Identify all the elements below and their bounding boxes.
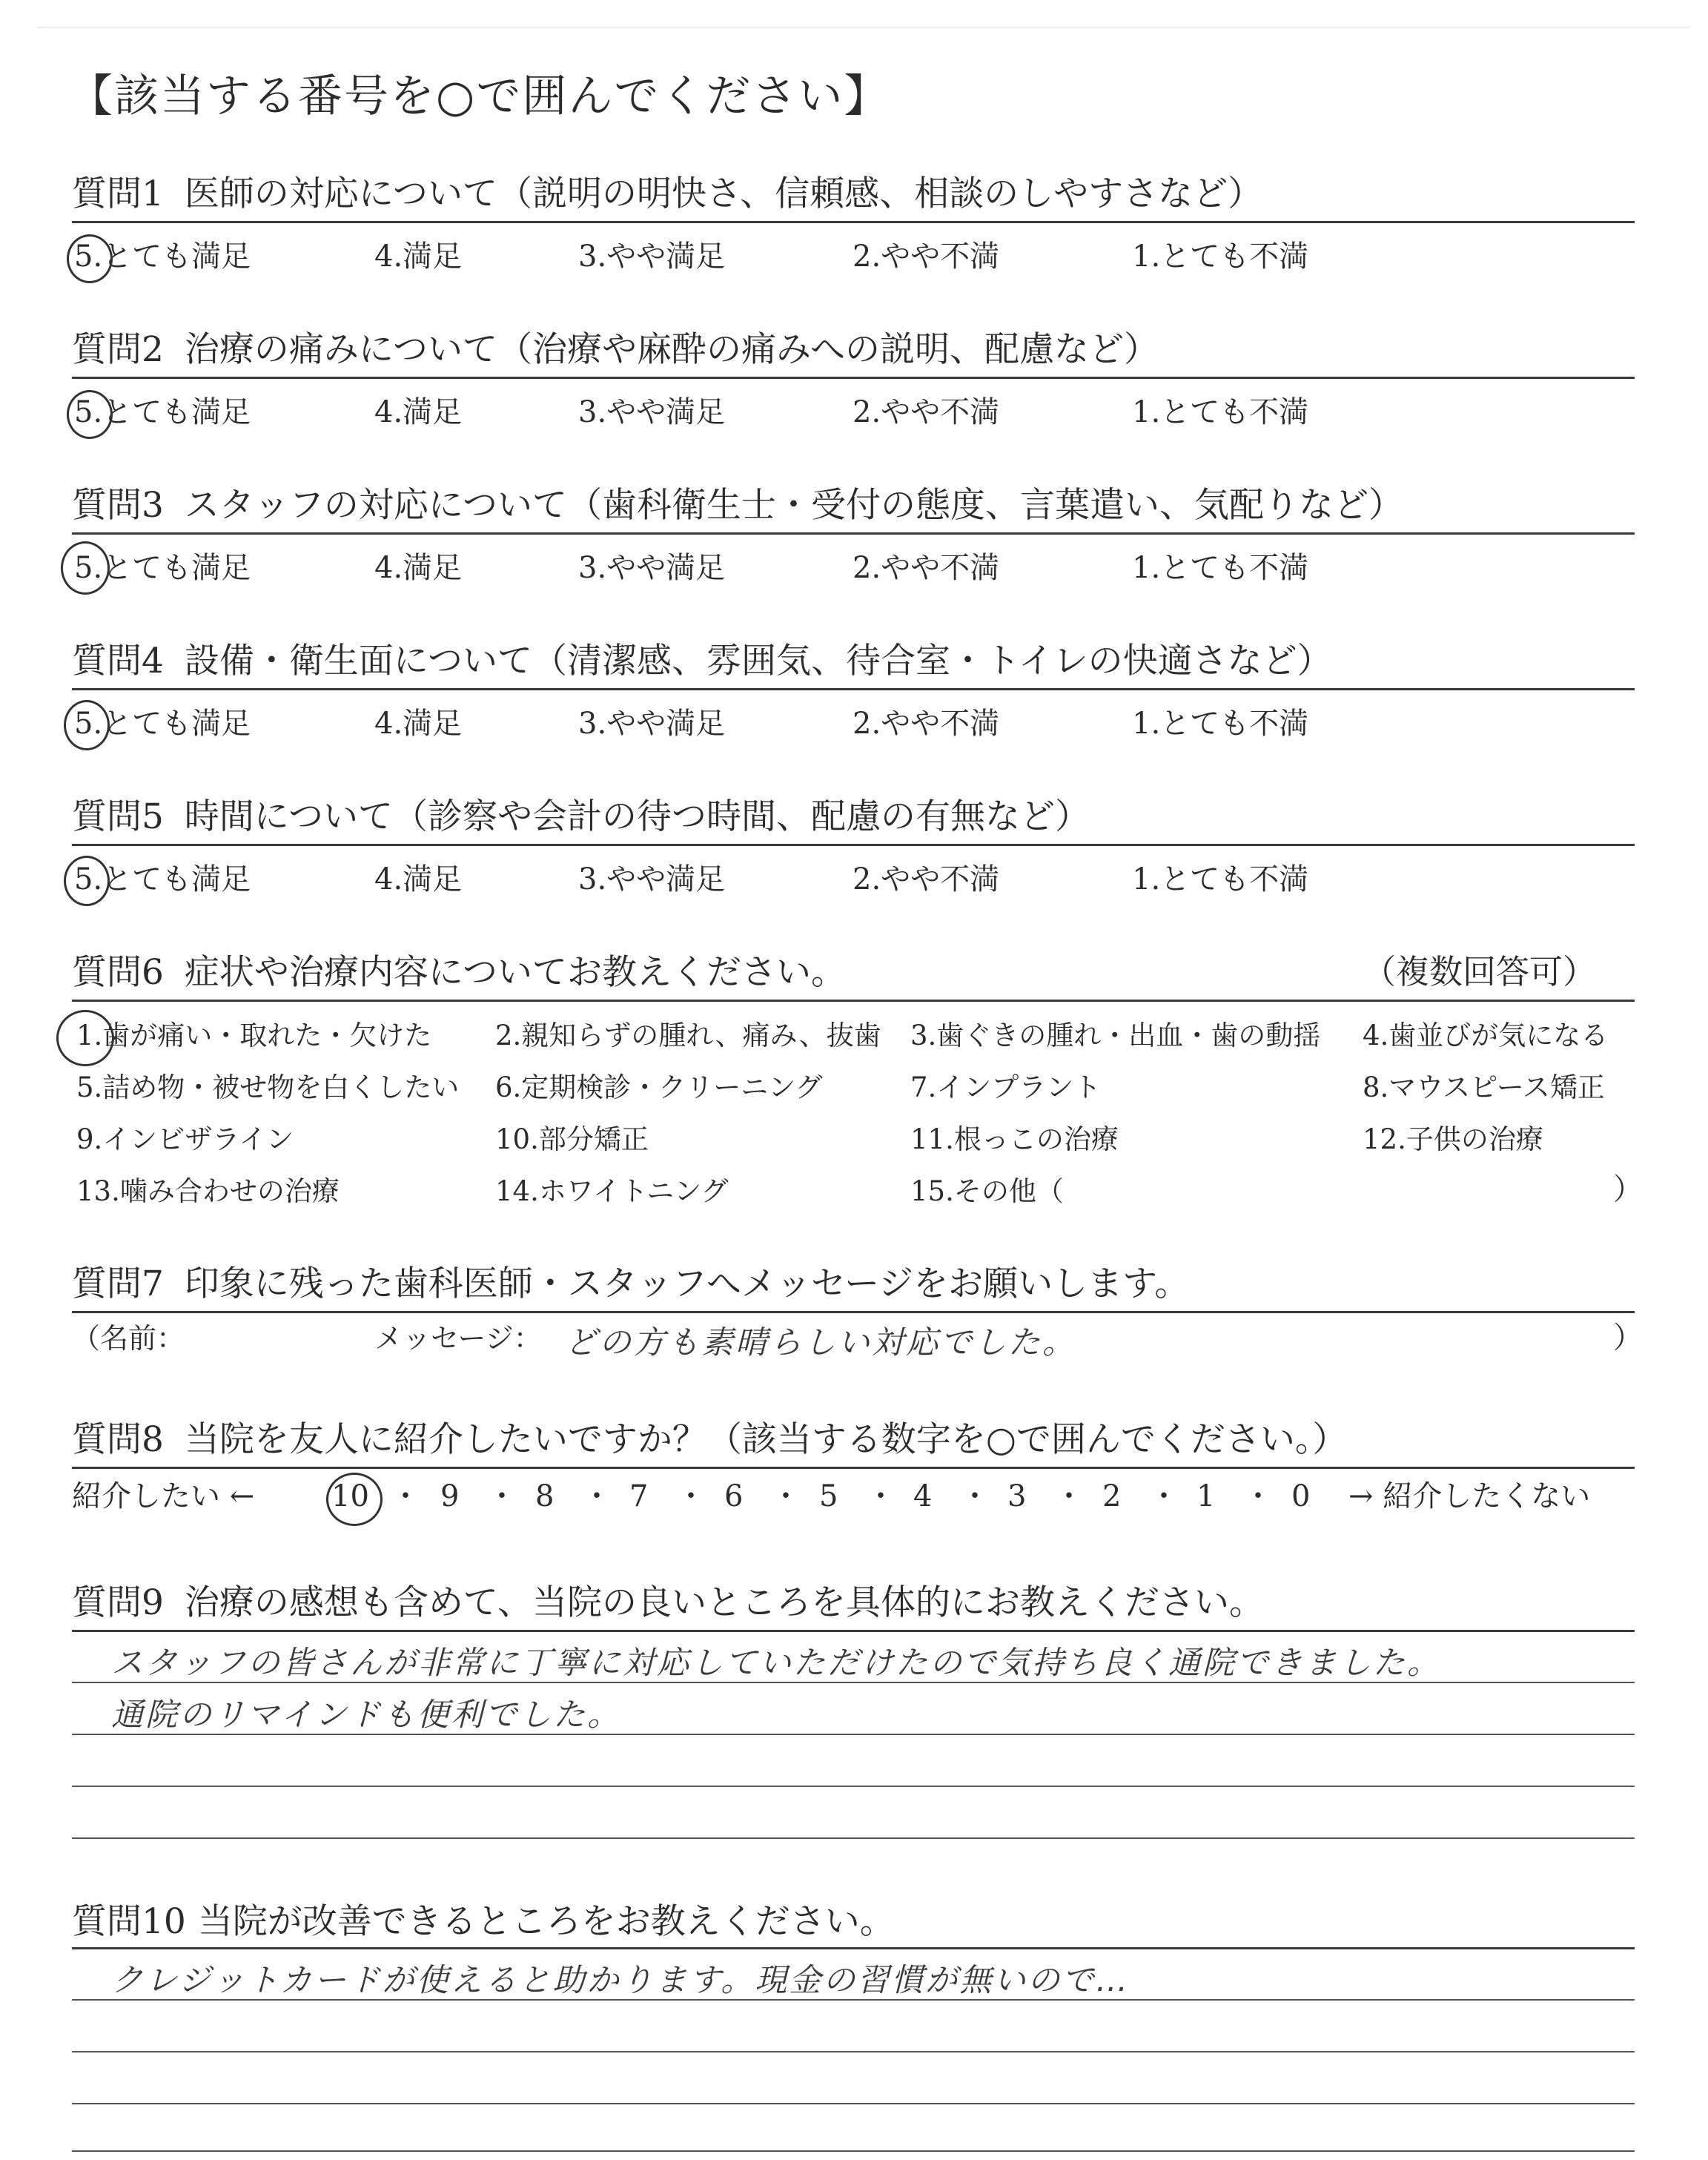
question-8-heading [72,1419,1348,1460]
q2-option-4[interactable]: 4.満足 [374,395,463,429]
question-7-rule [72,1311,1635,1313]
scale-dot: ・ [1243,1479,1273,1513]
question-8-text: 当院を友人に紹介したいですか？（該当する数字を○で囲んでください。） [184,1419,1348,1460]
q1-option-4[interactable]: 4.満足 [374,240,463,274]
symptom-7[interactable]: 7.インプラント [910,1071,1102,1103]
symptom-4[interactable]: 4.歯並びが気になる [1363,1020,1609,1051]
scale-3[interactable]: 3 [1007,1479,1027,1513]
question-7-heading [72,1264,1190,1304]
question-2-text: 治療の痛みについて（治療や麻酔の痛みへの説明、配慮など） [184,329,1159,370]
answer-line [72,2103,1635,2104]
question-5-heading [72,796,1090,837]
q5-selection-circle [64,856,110,906]
question-1-text: 医師の対応について（説明の明快さ、信頼感、相談のしやすさなど） [184,174,1263,214]
symptom-1[interactable]: 1.歯が痛い・取れた・欠けた [76,1020,432,1051]
question-3-number: 質問3 [72,485,164,526]
q5-option-2[interactable]: 2.やや不満 [853,862,1000,896]
message-close-paren: ） [1613,1321,1643,1355]
scale-9[interactable]: 9 [440,1479,460,1513]
q5-option-4[interactable]: 4.満足 [374,862,463,896]
scale-dot: ・ [960,1479,990,1513]
q4-option-1[interactable]: 1.とても不満 [1132,707,1309,741]
q1-option-5[interactable]: 5.とても満足 [74,240,251,274]
q10-answer-line-1: クレジットカードが使えると助かります。現金の習慣が無いので… [111,1962,1131,1999]
answer-line [72,2051,1635,2052]
q2-option-5[interactable]: 5.とても満足 [74,395,251,429]
q9-answer-line-2: 通院のリマインドも便利でした。 [111,1697,622,1734]
question-4-rule [72,688,1635,690]
question-5-text: 時間について（診察や会計の待つ時間、配慮の有無など） [184,796,1090,837]
q3-option-2[interactable]: 2.やや不満 [853,551,1000,585]
q3-option-4[interactable]: 4.満足 [374,551,463,585]
question-10-rule [72,1947,1635,1949]
q8-selection-circle [326,1473,383,1526]
q5-option-3[interactable]: 3.やや満足 [578,862,726,896]
question-6-text: 症状や治療内容についてお教えください。 [184,952,846,993]
scale-dot: ・ [487,1479,517,1513]
scale-dot: ・ [771,1479,801,1513]
question-9-number: 質問9 [72,1582,164,1623]
scale-2[interactable]: 2 [1102,1479,1122,1513]
answer-line [72,2150,1635,2152]
scale-6[interactable]: 6 [724,1479,744,1513]
scale-dot: ・ [391,1479,420,1513]
answer-line [72,1734,1635,1735]
q5-option-5[interactable]: 5.とても満足 [74,862,251,896]
form-title: 【該当する番号を○で囲んでください】 [68,70,890,122]
question-4-number: 質問4 [72,641,164,681]
question-5-number: 質問5 [72,796,164,837]
question-3-text: スタッフの対応について（歯科衛生士・受付の態度、言葉遣い、気配りなど） [184,485,1403,526]
answer-line [72,1786,1635,1787]
answer-line [72,1999,1635,2001]
answer-line [72,1682,1635,1683]
other-close-paren: ） [1613,1172,1643,1206]
question-9-rule [72,1630,1635,1632]
q9-answer-line-1: スタッフの皆さんが非常に丁寧に対応していただけたので気持ち良く通院できました。 [111,1645,1441,1682]
q2-option-1[interactable]: 1.とても不満 [1132,395,1309,429]
q1-option-2[interactable]: 2.やや不満 [853,240,1000,274]
question-7-text: 印象に残った歯科医師・スタッフへメッセージをお願いします。 [184,1264,1190,1304]
scale-dot: ・ [1054,1479,1084,1513]
question-9-text: 治療の感想も含めて、当院の良いところを具体的にお教えください。 [184,1582,1264,1623]
q2-option-2[interactable]: 2.やや不満 [853,395,1000,429]
scale-dot: ・ [676,1479,706,1513]
symptom-14[interactable]: 14.ホワイトニング [495,1175,729,1207]
question-4-heading [72,641,1332,681]
q4-option-5[interactable]: 5.とても満足 [74,707,251,741]
q3-option-3[interactable]: 3.やや満足 [578,551,726,585]
question-2-rule [72,377,1635,379]
question-7-number: 質問7 [72,1264,164,1304]
symptom-15-other[interactable]: 15.その他（ [910,1175,1064,1207]
q4-option-3[interactable]: 3.やや満足 [578,707,726,741]
q4-selection-circle [64,700,110,750]
symptom-10[interactable]: 10.部分矯正 [495,1123,649,1155]
question-6-rule [72,1000,1635,1002]
symptom-5[interactable]: 5.詰め物・被せ物を白くしたい [76,1071,460,1103]
q4-option-4[interactable]: 4.満足 [374,707,463,741]
symptom-2[interactable]: 2.親知らずの腫れ、痛み、抜歯 [495,1020,881,1051]
question-1-heading [72,174,1263,214]
scale-10[interactable]: 10 [331,1479,369,1513]
q3-option-5[interactable]: 5.とても満足 [74,551,251,585]
question-1-rule [72,221,1635,223]
question-9-heading [72,1582,1264,1623]
answer-line [72,1837,1635,1839]
question-3-heading [72,485,1403,526]
scale-8[interactable]: 8 [535,1479,555,1513]
symptom-8[interactable]: 8.マウスピース矯正 [1363,1071,1605,1103]
question-1-number: 質問1 [72,174,164,214]
scale-dot: ・ [1149,1479,1179,1513]
question-6-heading [72,952,846,993]
scale-4[interactable]: 4 [913,1479,933,1513]
q5-option-1[interactable]: 1.とても不満 [1132,862,1309,896]
scale-dot: ・ [582,1479,612,1513]
question-6-number: 質問6 [72,952,164,993]
question-10-number: 質問10 [72,1901,186,1942]
scale-1[interactable]: 1 [1196,1479,1216,1513]
symptom-11[interactable]: 11.根っこの治療 [910,1123,1119,1155]
q4-option-2[interactable]: 2.やや不満 [853,707,1000,741]
symptom-3[interactable]: 3.歯ぐきの腫れ・出血・歯の動揺 [910,1020,1321,1051]
message-label: メッセージ： [374,1322,542,1355]
q1-option-3[interactable]: 3.やや満足 [578,240,726,274]
name-label: （名前： [72,1322,185,1355]
question-10-heading [72,1901,895,1942]
multiple-answers-note: （複数回答可） [1363,952,1597,991]
scale-5[interactable]: 5 [819,1479,838,1513]
scale-0[interactable]: 0 [1291,1479,1311,1513]
question-10-text: 当院が改善できるところをお教えください。 [197,1901,895,1942]
question-3-rule [72,532,1635,535]
symptom-6[interactable]: 6.定期検診・クリーニング [495,1071,823,1103]
symptom-9[interactable]: 9.インビザライン [76,1123,294,1155]
scale-dot: ・ [866,1479,896,1513]
question-8-rule [72,1467,1635,1469]
question-2-heading [72,329,1159,370]
question-8-number: 質問8 [72,1419,164,1460]
scale-left-label: 紹介したい ← [72,1479,255,1513]
recommend-scale [72,1479,1636,1519]
q3-option-1[interactable]: 1.とても不満 [1132,551,1309,585]
q2-option-3[interactable]: 3.やや満足 [578,395,726,429]
message-handwritten-answer: どの方も素晴らしい対応でした。 [565,1324,1076,1361]
q3-selection-circle [61,541,110,595]
page-edge [37,27,1690,28]
q6-selection-circle [56,1010,114,1066]
q1-option-1[interactable]: 1.とても不満 [1132,240,1309,274]
q2-selection-circle [67,390,113,439]
q1-selection-circle [67,234,113,283]
question-5-rule [72,844,1635,846]
scale-right-label: → 紹介したくない [1348,1479,1591,1513]
scale-7[interactable]: 7 [629,1479,649,1513]
symptom-12[interactable]: 12.子供の治療 [1363,1123,1543,1155]
question-2-number: 質問2 [72,329,164,370]
question-4-text: 設備・衛生面について（清潔感、雰囲気、待合室・トイレの快適さなど） [184,641,1332,681]
symptom-13[interactable]: 13.噛み合わせの治療 [76,1175,340,1207]
